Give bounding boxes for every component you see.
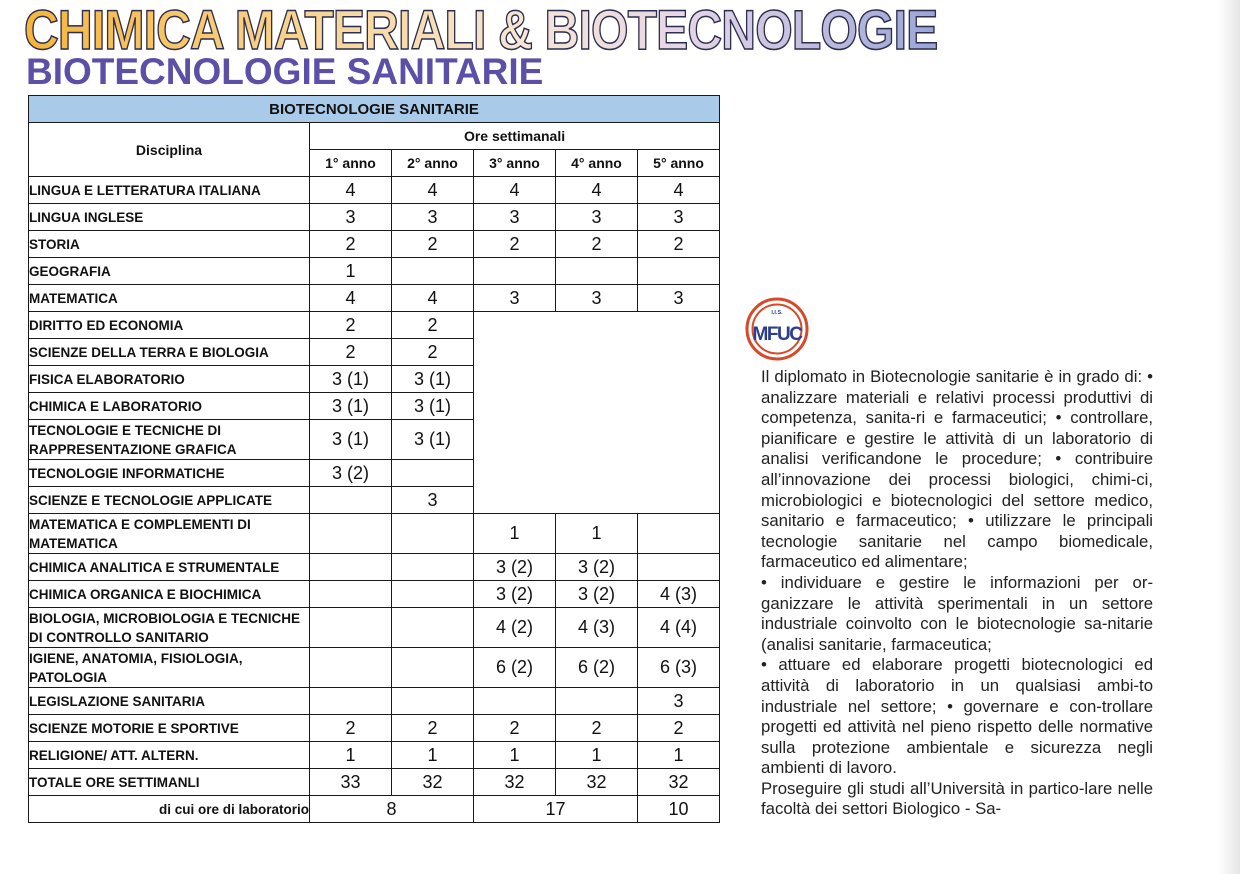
hours-cell (392, 554, 474, 581)
school-logo (745, 297, 809, 361)
hours-cell (638, 514, 720, 554)
subject-name: CHIMICA ORGANICA E BIOCHIMICA (29, 581, 310, 608)
hours-cell (474, 258, 556, 285)
hours-cell: 3 (638, 204, 720, 231)
hours-cell: 4 (310, 285, 392, 312)
hours-cell: 3 (1) (392, 366, 474, 393)
subject-name: LEGISLAZIONE SANITARIA (29, 688, 310, 715)
subject-name: LINGUA INGLESE (29, 204, 310, 231)
hours-cell: 3 (392, 204, 474, 231)
table-row (29, 608, 720, 648)
table-row (29, 258, 720, 285)
course-description (761, 367, 1153, 820)
subject-name: SCIENZE E TECNOLOGIE APPLICATE (29, 487, 310, 514)
table-row (29, 285, 720, 312)
hours-cell (474, 688, 556, 715)
lab-hours-biennio: 8 (310, 796, 474, 823)
description-paragraph: • individuare e gestire le informazioni per or-ganizzare le attività sperimentali in un settore industriale coinvolto con le biotecnologie sa-nitarie (analisi sanitarie, farmaceutica; (761, 572, 1154, 654)
hours-cell: 3 (2) (310, 460, 392, 487)
table-row (29, 312, 720, 339)
hours-cell: 3 (1) (392, 420, 474, 460)
lab-hours-5: 10 (638, 796, 720, 823)
logo-letters: MFUC (752, 324, 802, 345)
hours-cell: 2 (310, 715, 392, 742)
hours-cell (556, 688, 638, 715)
table-row (29, 715, 720, 742)
description-paragraph: • attuare ed elaborare progetti biotecnologici ed attività di laboratorio in un qualsiasi ambi-to industriale nel settore; • governare e con-trollare progetti ed attività nel pieno rispetto delle normative sulla protezione ambientale e sicurezza negli ambienti di lavoro. (761, 655, 1154, 778)
hours-cell: 1 (310, 742, 392, 769)
hours-cell: 3 (1) (392, 393, 474, 420)
hours-cell: 2 (310, 339, 392, 366)
subject-name: TECNOLOGIE E TECNICHE DI RAPPRESENTAZIONE GRAFICA (29, 420, 310, 460)
hours-cell: 1 (392, 742, 474, 769)
hours-cell: 2 (310, 231, 392, 258)
hours-cell (310, 487, 392, 514)
year-header: 1° anno (310, 150, 392, 177)
hours-cell: 3 (2) (474, 554, 556, 581)
table-row (29, 554, 720, 581)
subject-name: CHIMICA E LABORATORIO (29, 393, 310, 420)
hours-cell (310, 688, 392, 715)
hours-cell: 4 (4) (638, 608, 720, 648)
brochure-title: CHIMICA MATERIALI & BIOTECNOLOGIE (24, 0, 938, 61)
hours-cell: 2 (556, 231, 638, 258)
subject-name: DIRITTO ED ECONOMIA (29, 312, 310, 339)
table-row (29, 688, 720, 715)
hours-cell: 3 (638, 688, 720, 715)
total-cell: 32 (392, 769, 474, 796)
hours-cell: 1 (556, 514, 638, 554)
hours-cell (392, 460, 474, 487)
logo-caption: I.I.S. (771, 310, 783, 316)
subject-name: FISICA ELABORATORIO (29, 366, 310, 393)
hours-cell: 4 (638, 177, 720, 204)
hours-cell: 6 (2) (556, 648, 638, 688)
total-cell: 33 (310, 769, 392, 796)
hours-cell: 2 (638, 715, 720, 742)
hours-cell (392, 648, 474, 688)
hours-cell: 1 (474, 742, 556, 769)
hours-cell: 4 (392, 285, 474, 312)
lab-hours-3-4: 17 (474, 796, 638, 823)
subject-name: GEOGRAFIA (29, 258, 310, 285)
hours-cell: 3 (310, 204, 392, 231)
subject-name: TECNOLOGIE INFORMATICHE (29, 460, 310, 487)
hours-cell: 1 (556, 742, 638, 769)
hours-cell: 4 (310, 177, 392, 204)
subject-name: BIOLOGIA, MICROBIOLOGIA E TECNICHE DI CONTROLLO SANITARIO (29, 608, 310, 648)
hours-cell: 4 (2) (474, 608, 556, 648)
hours-cell: 4 (3) (638, 581, 720, 608)
table-row (29, 581, 720, 608)
hours-cell: 3 (638, 285, 720, 312)
lab-hours-row (29, 796, 720, 823)
subject-name: RELIGIONE/ ATT. ALTERN. (29, 742, 310, 769)
hours-cell: 4 (474, 177, 556, 204)
hours-cell: 3 (474, 204, 556, 231)
hours-cell (310, 554, 392, 581)
hours-cell (310, 581, 392, 608)
hours-cell: 2 (392, 312, 474, 339)
hours-cell: 3 (1) (310, 366, 392, 393)
year-header: 4° anno (556, 150, 638, 177)
subject-name: CHIMICA ANALITICA E STRUMENTALE (29, 554, 310, 581)
description-paragraph: Il diplomato in Biotecnologie sanitarie è in grado di: • analizzare materiali e relativi processi produttivi di competenza, sanita-ri e farmaceutici; • controllare, pianificare e gestire le attività di un laboratorio di analisi verificandone le procedure; • contribuire all’innovazione dei processi biologici, chimi-ci, microbiologici e biotecnologici del settore medico, sanitario e farmaceutico; • utilizzare le principali tecnologie sanitarie nel campo biomedicale, farmaceutico ed alimentare; (761, 367, 1154, 572)
table-row (29, 742, 720, 769)
hours-cell: 4 (556, 177, 638, 204)
hours-cell: 4 (3) (556, 608, 638, 648)
total-cell: 32 (474, 769, 556, 796)
hours-cell: 3 (2) (556, 554, 638, 581)
hours-cell (392, 258, 474, 285)
hours-cell (392, 514, 474, 554)
hours-cell: 3 (556, 204, 638, 231)
hours-cell: 3 (556, 285, 638, 312)
table-row (29, 231, 720, 258)
subject-name: MATEMATICA E COMPLEMENTI DI MATEMATICA (29, 514, 310, 554)
total-row (29, 769, 720, 796)
total-cell: 32 (556, 769, 638, 796)
hours-cell: 4 (392, 177, 474, 204)
subject-name: SCIENZE DELLA TERRA E BIOLOGIA (29, 339, 310, 366)
hours-cell (310, 648, 392, 688)
page-edge-shadow (1218, 0, 1240, 874)
discipline-header: Disciplina (29, 123, 310, 177)
hours-cell: 3 (474, 285, 556, 312)
hours-table (28, 95, 720, 823)
table-row (29, 514, 720, 554)
lab-hours-label: di cui ore di laboratorio (29, 796, 310, 823)
total-label: TOTALE ORE SETTIMANLI (29, 769, 310, 796)
hours-cell: 3 (2) (474, 581, 556, 608)
subject-name: STORIA (29, 231, 310, 258)
year-header: 5° anno (638, 150, 720, 177)
subject-name: SCIENZE MOTORIE E SPORTIVE (29, 715, 310, 742)
hours-header: Ore settimanali (310, 123, 720, 150)
hours-cell: 2 (310, 312, 392, 339)
hours-cell: 3 (392, 487, 474, 514)
hours-cell: 1 (638, 742, 720, 769)
table-row (29, 177, 720, 204)
hours-cell: 1 (474, 514, 556, 554)
hours-cell: 3 (2) (556, 581, 638, 608)
subject-name: IGIENE, ANATOMIA, FISIOLOGIA, PATOLOGIA (29, 648, 310, 688)
hours-cell: 2 (556, 715, 638, 742)
description-paragraph: Proseguire gli studi all’Università in partico-lare nelle facoltà dei settori Biologico - Sa- (761, 778, 1154, 819)
hours-cell: 2 (638, 231, 720, 258)
hours-cell: 6 (3) (638, 648, 720, 688)
hours-cell (638, 554, 720, 581)
table-title: BIOTECNOLOGIE SANITARIE (29, 96, 720, 123)
hours-cell: 2 (392, 339, 474, 366)
hours-cell (556, 258, 638, 285)
subject-name: MATEMATICA (29, 285, 310, 312)
table-row (29, 204, 720, 231)
hours-cell (310, 608, 392, 648)
hours-cell: 2 (392, 715, 474, 742)
course-title: BIOTECNOLOGIE SANITARIE (26, 51, 544, 92)
hours-cell: 2 (474, 715, 556, 742)
hours-cell: 6 (2) (474, 648, 556, 688)
hours-cell: 2 (392, 231, 474, 258)
hours-cell: 2 (474, 231, 556, 258)
empty-block (474, 312, 720, 514)
table-row (29, 648, 720, 688)
hours-cell: 3 (1) (310, 420, 392, 460)
year-header: 2° anno (392, 150, 474, 177)
hours-cell: 3 (1) (310, 393, 392, 420)
hours-cell (392, 688, 474, 715)
year-header: 3° anno (474, 150, 556, 177)
hours-cell (310, 514, 392, 554)
hours-cell (392, 608, 474, 648)
subject-name: LINGUA E LETTERATURA ITALIANA (29, 177, 310, 204)
hours-cell (638, 258, 720, 285)
hours-cell: 1 (310, 258, 392, 285)
total-cell: 32 (638, 769, 720, 796)
hours-cell (392, 581, 474, 608)
